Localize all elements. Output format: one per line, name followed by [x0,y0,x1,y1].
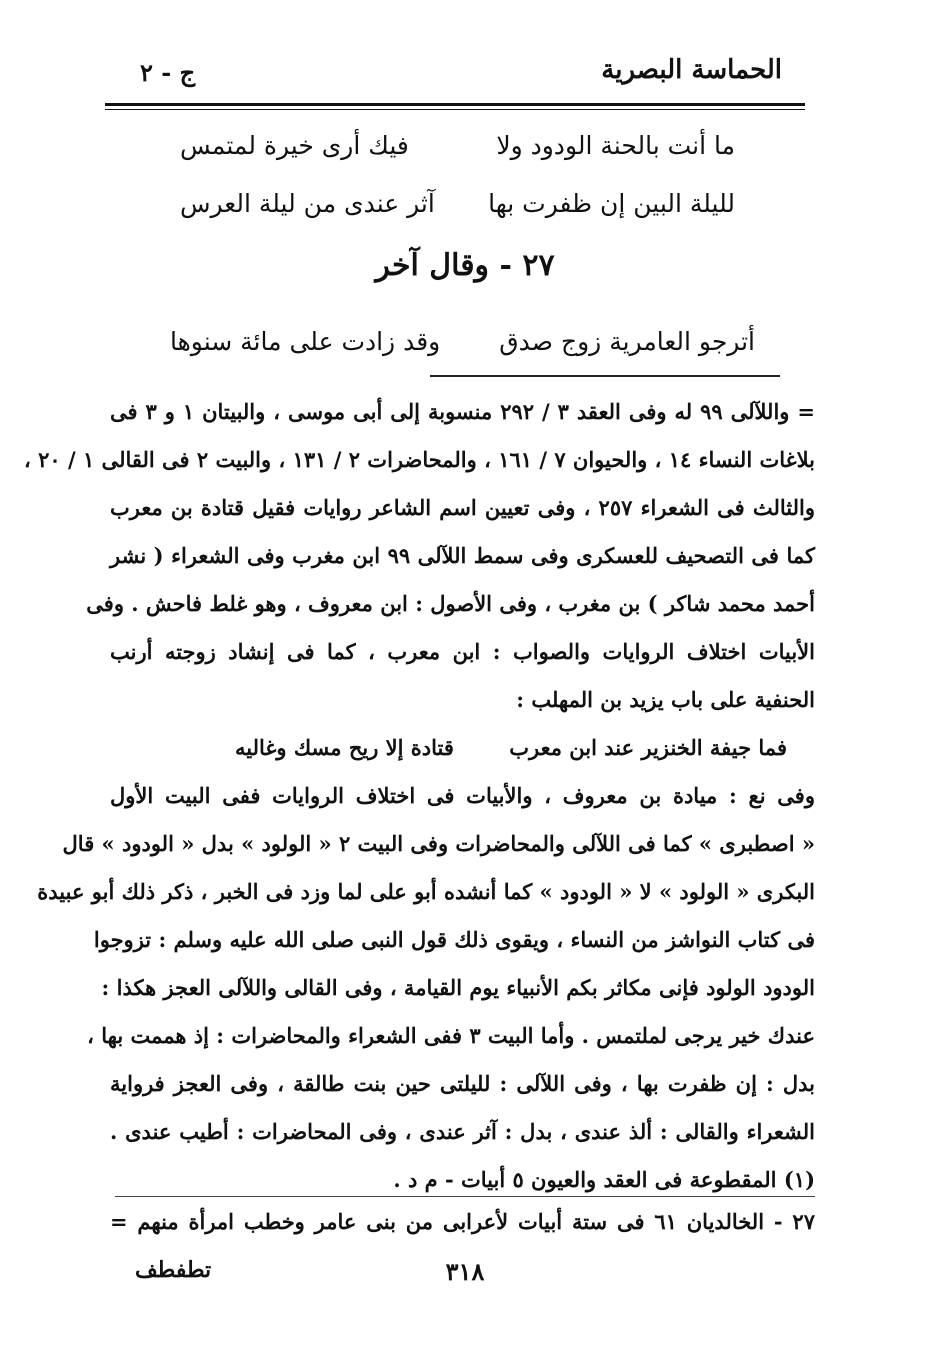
verse-first-hemistich: أترجو العامرية زوج صدق [499,326,755,356]
poem-rule [430,375,780,377]
quoted-verse [110,724,815,772]
verse-second-hemistich: فيك أرى خيرة لمتمس [180,130,409,160]
poem-verse [170,318,755,364]
note-line: والثالث فى الشعراء ٢٥٧ ، وفى تعيين اسم الشاعر روايات فقيل قتادة بن معرب [110,495,816,520]
note-line: عندك خير يرجى لملتمس . وأما البيت ٣ ففى الشعراء والمحاضرات : إذ هممت بها ، [87,1023,815,1048]
page-number: ٣١٨ [445,1257,485,1286]
note-line: البكرى « الولود » لا « الودود » كما أنشده أبو على لما وزد فى الخبر ، ذكر ذلك أبو عبيدة [37,879,815,904]
footnote-rule [115,1196,815,1197]
poem-heading: ٢٧ - وقال آخر [375,248,555,283]
footnote-line: ٢٧ - الخالديان ٦١ فى ستة أبيات لأعرابى من بنى عامر وخطب امرأة منهم = [110,1209,815,1234]
note-line: الودود الولود فإنى مكاثر بكم الأنبياء يوم القيامة ، وفى القالى واللآلى العجز هكذا : [101,975,815,1000]
verse-first-hemistich: لليلة البين إن ظفرت بها [488,188,735,218]
verse-second-hemistich: آثر عندى من ليلة العرس [180,188,435,218]
verse-line [180,122,735,168]
note-line: (١) المقطوعة فى العقد والعيون ٥ أبيات - م د . [393,1167,815,1192]
volume-label: ج - ٢ [140,58,196,87]
catchword: تطفطف [135,1257,212,1283]
note-line: الحنفية على باب يزيد بن المهلب : [516,687,815,712]
running-title: الحماسة البصرية [601,55,782,85]
header-rule [105,103,805,106]
note-line: أحمد محمد شاكر ) بن مغرب ، وفى الأصول : ابن معروف ، وهو غلط فاحش . وفى [86,591,815,616]
note-line: وفى نع : ميادة بن معروف ، والأبيات فى اختلاف الروايات ففى البيت الأول [110,783,815,808]
note-line: « اصطبرى » كما فى اللآلى والمحاضرات وفى البيت ٢ « الولود » بدل « الودود » قال [62,831,815,856]
quote-first-hemistich: فما جيفة الخنزير عند ابن معرب [509,735,787,760]
notes-block [24,388,816,1204]
note-line: الأبيات اختلاف الروايات والصواب : ابن معرب ، كما فى إنشاد زوجته أرنب [110,639,815,664]
verse-first-hemistich: ما أنت بالحنة الودود ولا [496,130,735,160]
note-line: = واللآلى ٩٩ له وفى العقد ٣ / ٢٩٢ منسوبة إلى أبى موسى ، والبيتان ١ و ٣ فى [110,399,815,424]
verse-second-hemistich: وقد زادت على مائة سنوها [170,326,441,356]
note-line: فى كتاب النواشز من النساء ، ويقوى ذلك قول النبى صلى الله عليه وسلم : تزوجوا [93,927,815,952]
verse-line [180,180,735,226]
header-rule-thin [105,109,805,110]
note-line: كما فى التصحيف للعسكرى وفى سمط اللآلى ٩٩ ابن مغرب وفى الشعراء ( نشر [110,543,815,568]
note-line: الشعراء والقالى : ألذ عندى ، بدل : آثر عندى ، وفى المحاضرات : أطيب عندى . [110,1119,815,1144]
note-line: بلاغات النساء ١٤ ، والحيوان ٧ / ١٦١ ، والمحاضرات ٢ / ١٣١ ، والبيت ٢ فى القالى ١ / ٢٠ ، [24,447,815,472]
quote-second-hemistich: قتادة إلا ريح مسك وغاليه [235,735,454,760]
note-line: بدل : إن ظفرت بها ، وفى اللآلى : لليلتى حين بنت طالقة ، وفى العجز فرواية [110,1071,815,1096]
